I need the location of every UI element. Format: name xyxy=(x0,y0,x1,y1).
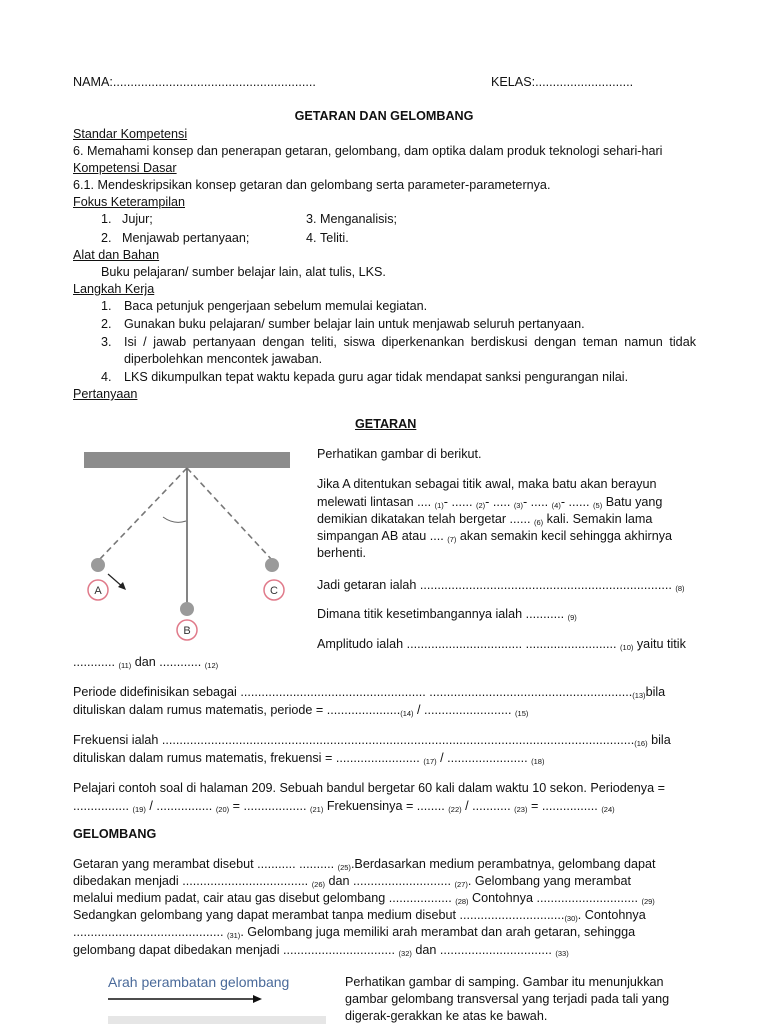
fokus-item-2 xyxy=(101,230,249,246)
text: yaitu titik xyxy=(633,637,686,651)
blank-number: (4) xyxy=(551,501,561,510)
blank-number: (1) xyxy=(434,501,444,510)
label-b: B xyxy=(183,625,191,637)
text: - ...... xyxy=(443,495,476,509)
fokus-num: 1. xyxy=(101,212,112,226)
rope-band xyxy=(108,1016,326,1024)
question-8 xyxy=(317,577,685,597)
contoh-l1: Pelajari contoh soal di halaman 209. Sebuah bandul bergetar 60 kali dalam waktu 10 sekon. Periodenya = xyxy=(73,781,665,795)
fokus-label: Menjawab pertanyaan; xyxy=(122,231,250,245)
page-title: GETARAN DAN GELOMBANG xyxy=(294,109,474,123)
blank-number: (3) xyxy=(513,501,523,510)
bob-b xyxy=(180,602,194,616)
blank-number: (8) xyxy=(675,584,685,593)
frekuensi-l2 xyxy=(73,750,544,770)
blank-number: (28) xyxy=(455,897,469,906)
text: - ...... xyxy=(560,495,594,509)
bob-c xyxy=(265,558,279,572)
standar-text: 6. Memahami konsep dan penerapan getaran, gelombang, dam optika dalam produk teknologi sehari-hari xyxy=(73,144,663,158)
blank-number: (23) xyxy=(514,805,528,814)
text: / ....................... xyxy=(436,751,532,765)
langkah-text-3b: diperbolehkan mencontek jawaban. xyxy=(124,352,323,366)
langkah-text-4: LKS dikumpulkan tepat waktu kepada guru agar tidak mendapat sanksi pengurangan nilai. xyxy=(124,370,629,384)
blank-number: (21) xyxy=(310,805,324,814)
kelas-field: KELAS:............................ xyxy=(491,75,634,89)
blank-number: (26) xyxy=(311,880,326,889)
text: ................ xyxy=(73,799,133,813)
text: gelombang dapat dibedakan menjadi ................................ xyxy=(73,943,399,957)
text: .Berdasarkan medium perambatnya, gelombang dapat xyxy=(350,857,656,871)
text: simpangan AB atau .... xyxy=(317,529,448,543)
text: - ..... xyxy=(522,495,552,509)
blank-number: (2) xyxy=(475,501,486,510)
blank-number: (6) xyxy=(534,518,544,527)
label-c: C xyxy=(270,585,278,597)
getaran-p1-l5: berhenti. xyxy=(317,546,367,560)
text: Amplitudo ialah ................................. .......................... xyxy=(317,637,621,651)
text: dituliskan dalam rumus matematis, periode = ..................... xyxy=(73,703,401,717)
fokus-heading: Fokus Keterampilan xyxy=(73,195,185,209)
getaran-p1-l1: Jika A ditentukan sebagai titik awal, maka batu akan berayun xyxy=(317,477,657,491)
text: = ................ xyxy=(527,799,602,813)
gelombang-side-l2: gambar gelombang transversal yang terjadi pada tali yang xyxy=(345,992,670,1006)
fokus-num: 3. xyxy=(306,212,317,226)
text: dan ............................ xyxy=(325,874,455,888)
langkah-num: 1. xyxy=(101,299,112,313)
wave-figure xyxy=(106,972,326,1024)
blank-number: (25) xyxy=(337,863,351,872)
text: akan semakin kecil sehingga akhirnya xyxy=(456,529,673,543)
fokus-num: 2. xyxy=(101,231,112,245)
text: . Contohnya xyxy=(577,908,646,922)
text: Getaran yang merambat disebut ........... .......... xyxy=(73,857,338,871)
text: bila xyxy=(647,733,671,747)
text: = .................. xyxy=(229,799,310,813)
blank-number: (31) xyxy=(226,931,241,940)
blank-number: (7) xyxy=(447,535,457,544)
blank-number: (12) xyxy=(204,661,219,670)
text: Sedangkan gelombang yang dapat merambat tanpa medium disebut .............................. xyxy=(73,908,565,922)
fokus-item-4 xyxy=(306,230,349,246)
string-c xyxy=(187,468,272,560)
blank-number: (30) xyxy=(564,914,578,923)
langkah-text-1: Baca petunjuk pengerjaan sebelum memulai kegiatan. xyxy=(124,299,428,313)
text: Contohnya ............................. xyxy=(468,891,642,905)
pertanyaan-heading: Pertanyaan xyxy=(73,387,138,401)
blank-number: (9) xyxy=(567,613,577,622)
text: dan ............ xyxy=(131,655,205,669)
wave-figure-title: Arah perambatan gelombang xyxy=(108,974,290,990)
text: Frekuensinya = ........ xyxy=(323,799,449,813)
text: ........................................... xyxy=(73,925,227,939)
question-9 xyxy=(317,606,577,626)
blank-number: (13) xyxy=(632,691,646,700)
text: ............ xyxy=(73,655,119,669)
fokus-item-3 xyxy=(306,211,397,227)
text: - ..... xyxy=(485,495,514,509)
gelombang-side-l3: digerak-gerakkan ke atas ke bawah. xyxy=(345,1009,548,1023)
gelombang-l6 xyxy=(73,942,569,962)
text: bila xyxy=(645,685,666,699)
text: . Gelombang yang merambat xyxy=(467,874,631,888)
string-a xyxy=(99,468,187,560)
langkah-text-3a: Isi / jawab pertanyaan dengan teliti, siswa diperkenankan berdiskusi dengan teman namun tidak xyxy=(124,335,696,349)
nama-field: NAMA:.......................................................... xyxy=(73,75,316,89)
text: / ................ xyxy=(145,799,216,813)
frekuensi-l1 xyxy=(73,732,671,752)
blank-number: (24) xyxy=(601,805,615,814)
fokus-label: Teliti. xyxy=(320,231,349,245)
blank-number: (18) xyxy=(531,757,545,766)
blank-number: (19) xyxy=(132,805,146,814)
langkah-num: 3. xyxy=(101,335,112,349)
text: / ......................... xyxy=(413,703,516,717)
langkah-item-1 xyxy=(101,298,112,314)
alat-heading: Alat dan Bahan xyxy=(73,248,160,262)
fokus-label: Jujur; xyxy=(122,212,153,226)
alat-text: Buku pelajaran/ sumber belajar lain, alat tulis, LKS. xyxy=(101,265,386,279)
blank-number: (15) xyxy=(515,709,529,718)
bob-a xyxy=(91,558,105,572)
blank-number: (22) xyxy=(448,805,462,814)
getaran-heading: GETARAN xyxy=(355,417,417,431)
text: demikian dikatakan telah bergetar ...... xyxy=(317,512,535,526)
text: . Gelombang juga memiliki arah merambat dan arah getaran, sehingga xyxy=(240,925,636,939)
langkah-item-3 xyxy=(101,334,112,350)
standar-heading: Standar Kompetensi xyxy=(73,127,188,141)
langkah-heading: Langkah Kerja xyxy=(73,282,155,296)
fokus-item-1 xyxy=(101,211,153,227)
text: Dimana titik kesetimbangannya ialah ........... xyxy=(317,607,568,621)
wave-arrow-svg xyxy=(106,972,326,1024)
gelombang-side-l1: Perhatikan gambar di samping. Gambar itu menunjukkan xyxy=(345,975,664,989)
blank-number: (17) xyxy=(423,757,437,766)
text: Jadi getaran ialah ........................................................................ xyxy=(317,578,672,592)
gelombang-l5 xyxy=(73,924,635,944)
blank-number: (16) xyxy=(634,739,648,748)
periode-l1 xyxy=(73,684,665,704)
blank-number: (27) xyxy=(454,880,468,889)
text: Batu yang xyxy=(602,495,663,509)
langkah-text-2: Gunakan buku pelajaran/ sumber belajar lain untuk menjawab seluruh pertanyaan. xyxy=(124,317,585,331)
text: dan ................................ xyxy=(411,943,556,957)
getaran-p1-l4 xyxy=(317,528,672,548)
blank-number: (29) xyxy=(641,897,655,906)
langkah-item-4 xyxy=(101,369,112,385)
blank-number: (32) xyxy=(398,949,412,958)
arrow-head xyxy=(253,995,262,1003)
langkah-num: 2. xyxy=(101,317,112,331)
question-10 xyxy=(317,636,686,656)
text: dituliskan dalam rumus matematis, frekuensi = ........................ xyxy=(73,751,424,765)
text: melewati lintasan .... xyxy=(317,495,435,509)
text: / ........... xyxy=(461,799,515,813)
langkah-num: 4. xyxy=(101,370,112,384)
text: melalui medium padat, cair atau gas disebut gelombang .................. xyxy=(73,891,456,905)
text: Frekuensi ialah ....................................................................................................................................... xyxy=(73,733,635,747)
fokus-num: 4. xyxy=(306,231,317,245)
blank-number: (20) xyxy=(215,805,230,814)
kompetensi-heading: Kompetensi Dasar xyxy=(73,161,177,175)
gelombang-heading: GELOMBANG xyxy=(73,827,157,841)
angle-arc xyxy=(163,517,186,522)
getaran-intro: Perhatikan gambar di berikut. xyxy=(317,447,482,461)
blank-number: (11) xyxy=(118,661,132,670)
contoh-l2 xyxy=(73,798,615,818)
fokus-label: Menganalisis; xyxy=(320,212,398,226)
kompetensi-text: 6.1. Mendeskripsikan konsep getaran dan gelombang serta parameter-parameternya. xyxy=(73,178,551,192)
blank-number: (33) xyxy=(555,949,569,958)
text: kali. Semakin lama xyxy=(543,512,653,526)
text: Periode didefinisikan sebagai ..................................................... .......................................................... xyxy=(73,685,633,699)
blank-number: (5) xyxy=(593,501,603,510)
ceiling-bar xyxy=(84,452,290,468)
text: dibedakan menjadi .................................... xyxy=(73,874,312,888)
periode-l2 xyxy=(73,702,528,722)
pendulum-figure xyxy=(78,447,298,647)
blank-number: (10) xyxy=(620,643,634,652)
label-a: A xyxy=(94,585,102,597)
langkah-item-2 xyxy=(101,316,112,332)
question-11-12 xyxy=(73,654,218,674)
blank-number: (14) xyxy=(400,709,414,718)
